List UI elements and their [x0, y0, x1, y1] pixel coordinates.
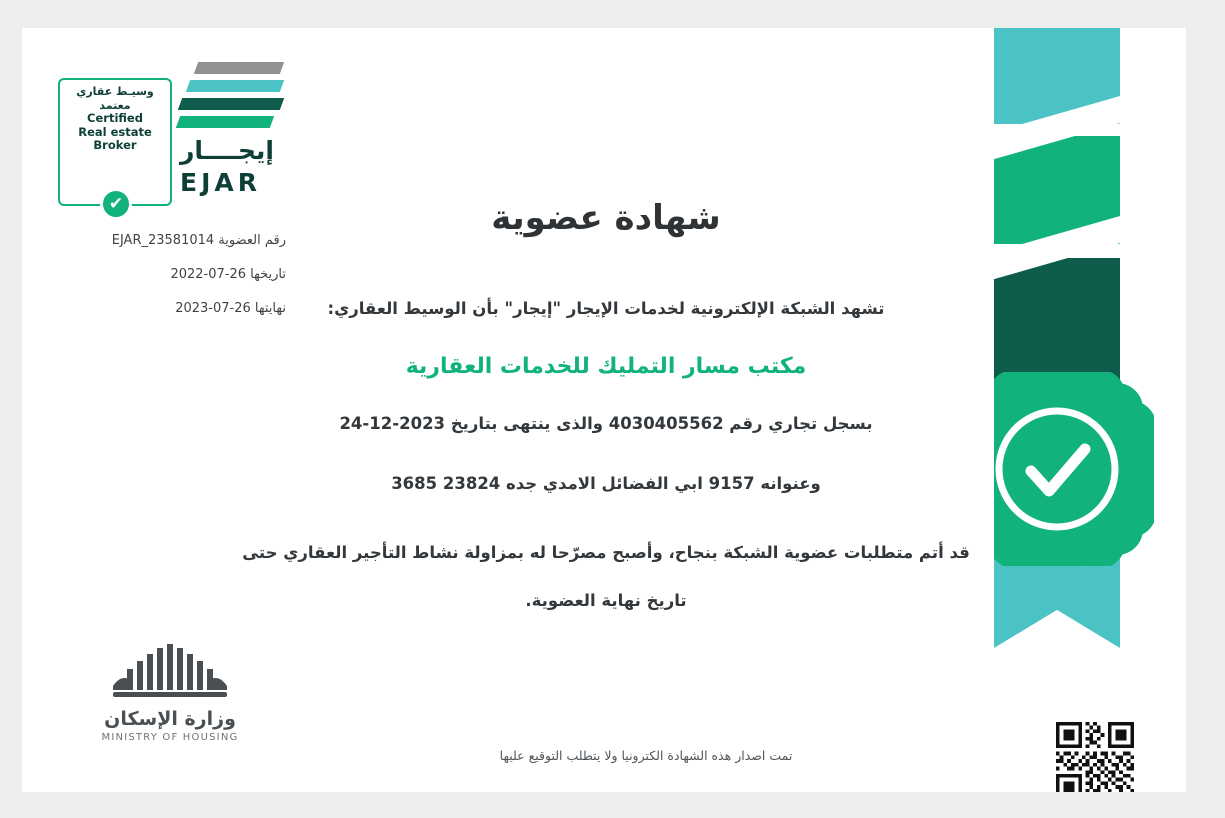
ejar-brand-en: EJAR: [180, 168, 261, 197]
registry-line: بسجل تجاري رقم 4030405562 والذى ينتهى بتاريخ 2023-12-24: [339, 414, 873, 433]
broker-line-en-3: Broker: [93, 138, 137, 152]
issue-date-label: تاريخها: [250, 267, 286, 282]
address-line: وعنوانه 9157 ابي الفضائل الامدي جده 23824 3685: [391, 474, 821, 493]
certificate-body: [226, 198, 986, 625]
ejar-bar-teal: [186, 80, 284, 92]
ejar-brand-ar: إيجــــار: [180, 136, 274, 165]
verified-seal-icon: [994, 372, 1154, 566]
ejar-bars-icon: [178, 60, 282, 138]
certified-broker-badge: [58, 78, 172, 214]
ejar-bar-green: [176, 116, 274, 128]
broker-line-en-1: Certified: [87, 111, 143, 125]
office-name: مكتب مسار التمليك للخدمات العقارية: [405, 354, 807, 379]
closing-line: قد أتم متطلبات عضوية الشبكة بنجاح، وأصبح مصرّحا له بمزاولة نشاط التأجير العقاري حتى تاريخ نهاية العضوية.: [242, 543, 970, 610]
ministry-emblem-icon: [107, 628, 233, 704]
broker-line-ar-1: وسيـط عقاري: [76, 85, 154, 98]
ministry-name-ar: وزارة الإسكان: [104, 708, 236, 730]
ministry-name-en: MINISTRY OF HOUSING: [101, 732, 239, 743]
ejar-bar-dark: [178, 98, 284, 110]
expiry-date-label: نهايتها: [254, 301, 286, 316]
membership-number-value: EJAR_23581014: [111, 233, 215, 248]
qr-code: [1056, 722, 1134, 792]
certificate-card: [22, 28, 1186, 792]
page-title: شهادة عضوية: [491, 198, 721, 238]
check-circle-icon: ✔: [100, 188, 132, 220]
footer-note: تمت اصدار هذه الشهادة الكترونيا ولا يتطلب التوقيع عليها: [499, 748, 793, 763]
ribbon-band-dark: [994, 258, 1120, 388]
issue-date-value: 2022-07-26: [170, 267, 247, 282]
ministry-of-housing-logo: [70, 628, 270, 743]
expiry-date-value: 2023-07-26: [175, 301, 251, 316]
ejar-broker-logo: [58, 60, 284, 214]
ejar-bar-gray: [194, 62, 284, 74]
intro-line: تشهد الشبكة الإلكترونية لخدمات الإيجار "إيجار" بأن الوسيط العقاري:: [327, 299, 885, 318]
decorative-ribbon: [994, 28, 1186, 792]
broker-line-en-2: Real estate: [78, 124, 152, 139]
membership-number-label: رقم العضوية: [218, 233, 286, 248]
certified-broker-text: [66, 85, 164, 153]
broker-line-ar-2: معتمد: [99, 98, 131, 112]
